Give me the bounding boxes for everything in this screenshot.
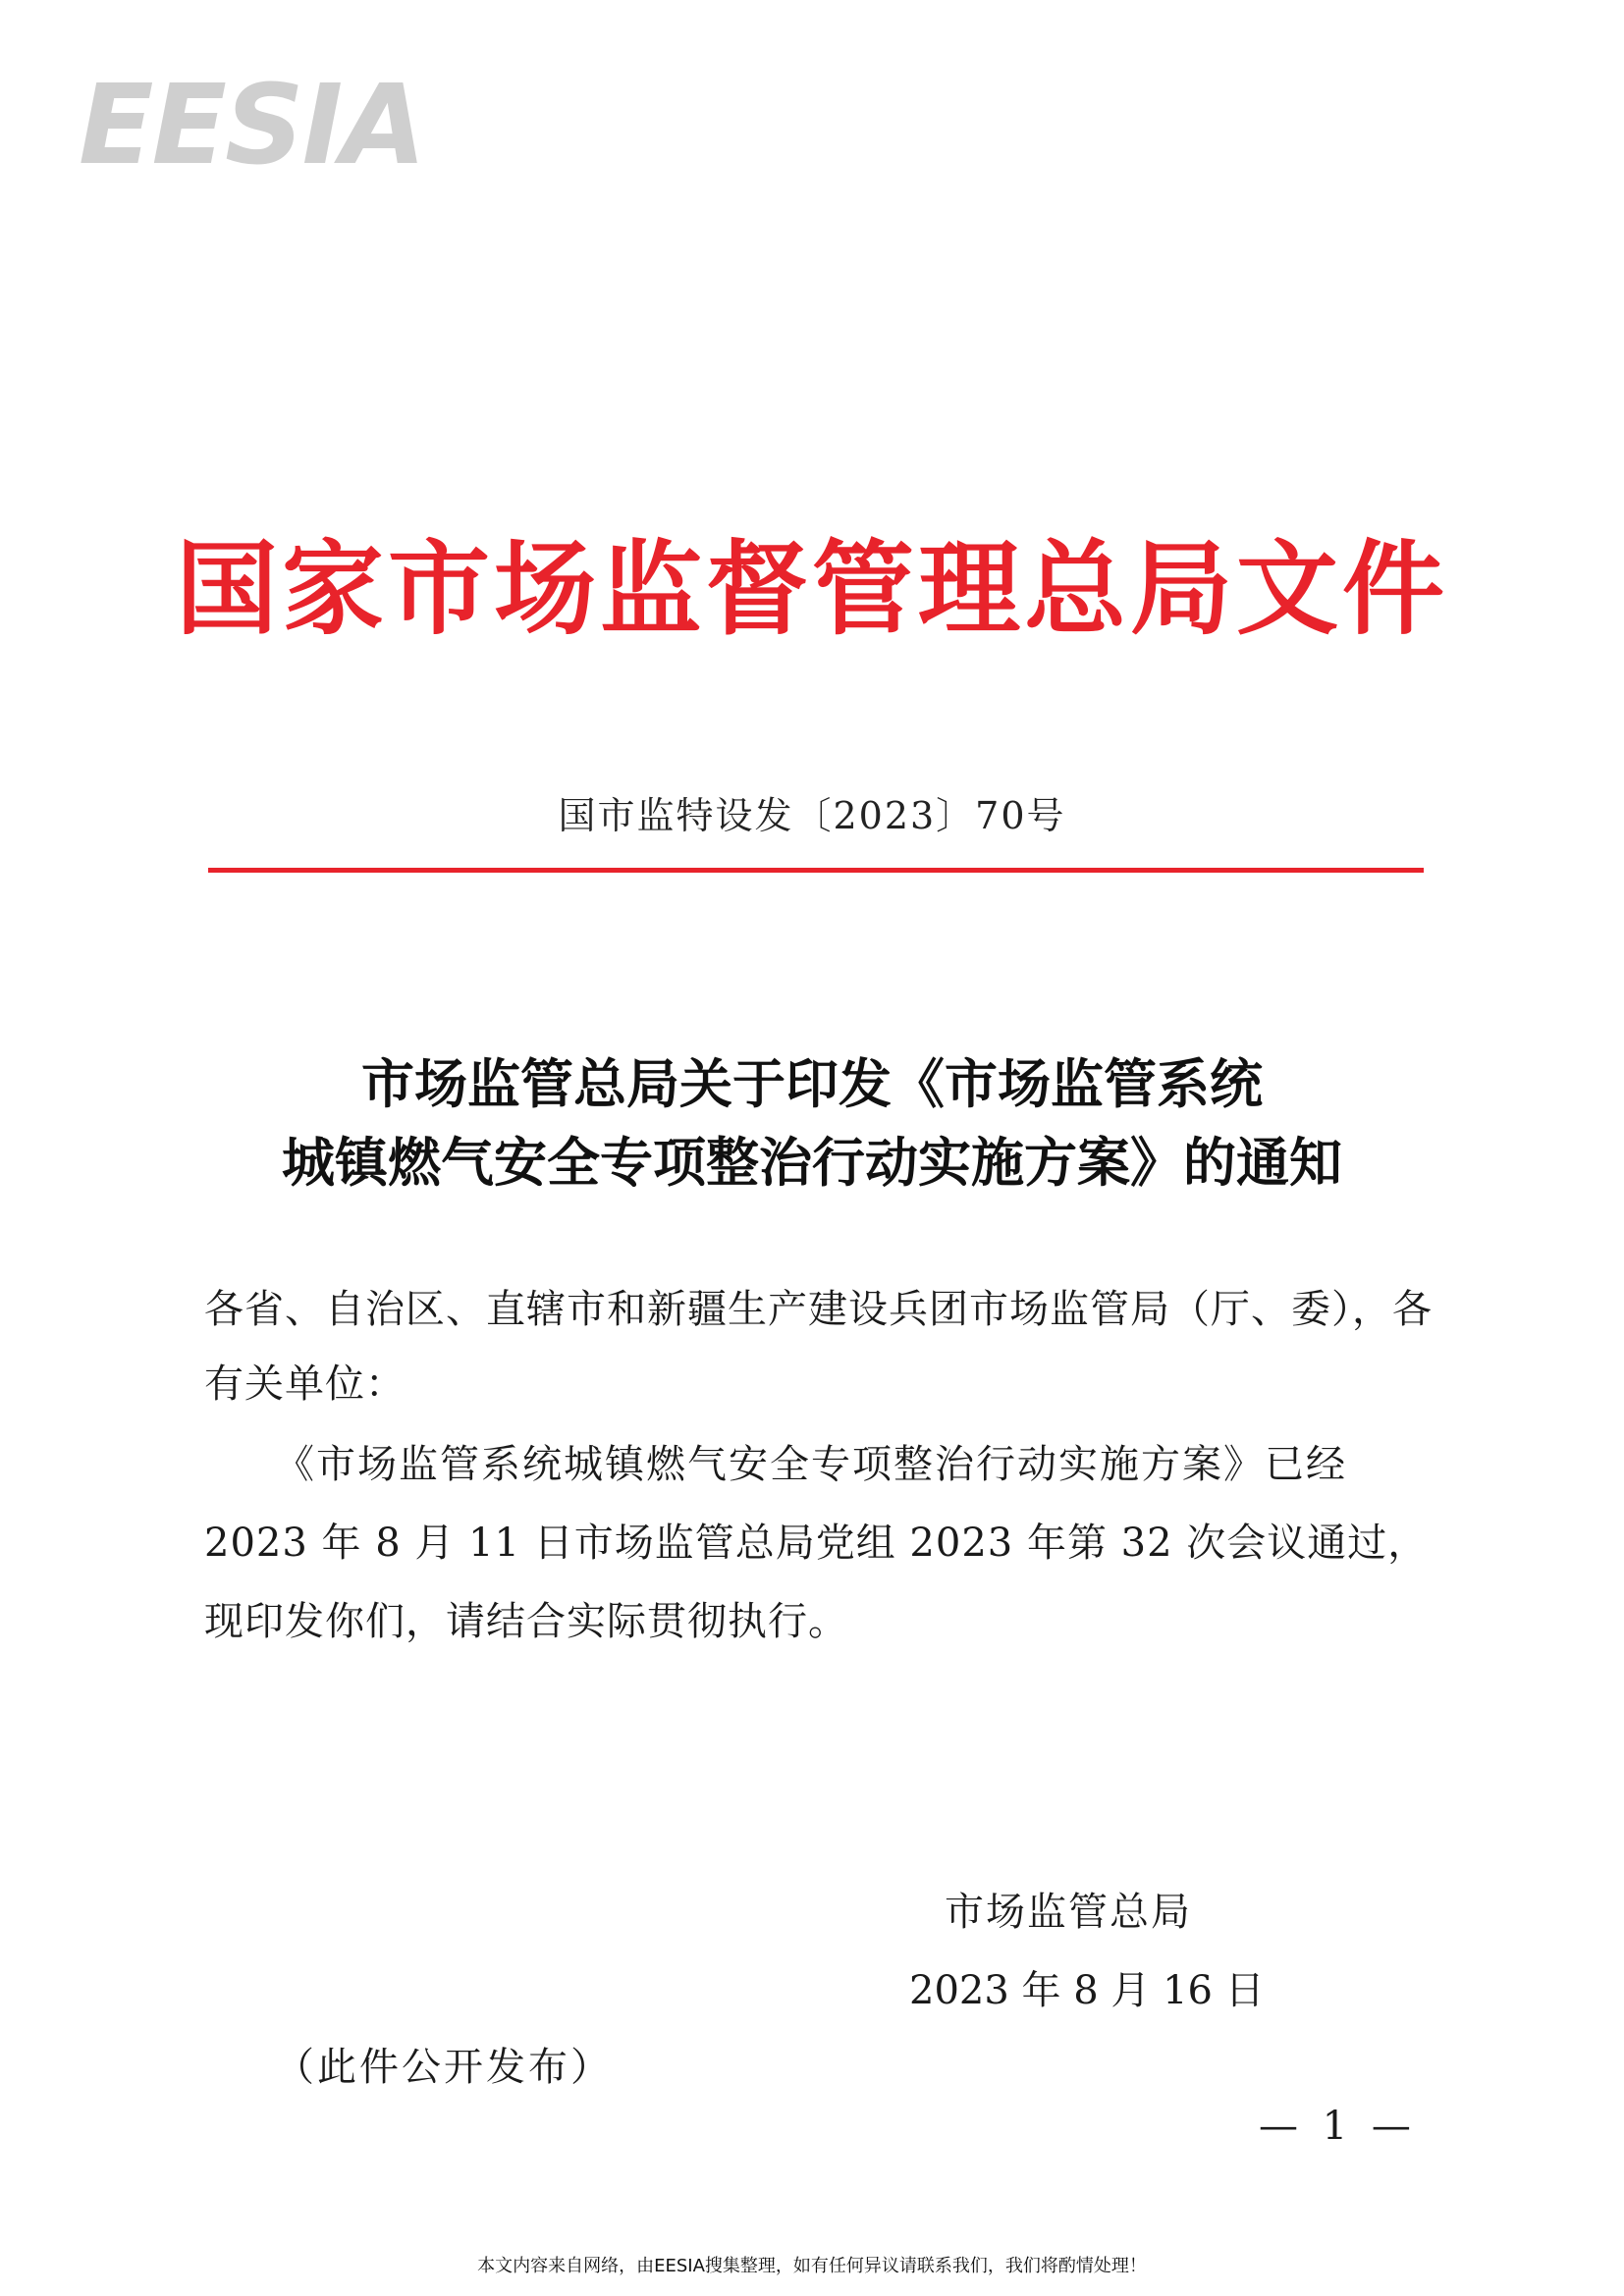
masthead-title: 国家市场监督管理总局文件 (175, 528, 1448, 649)
document-number: 国市监特设发〔2023〕70号 (558, 794, 1066, 837)
notice-title-line-2: 城镇燃气安全专项整治行动实施方案》的通知 (282, 1131, 1342, 1194)
addressee-block (204, 1272, 1433, 1421)
addressee-line-2: 有关单位： (204, 1362, 406, 1407)
signature-organization: 市场监管总局 (945, 1890, 1192, 1935)
page-number: — 1 — (1259, 2104, 1417, 2149)
body-paragraph (204, 1425, 1429, 1661)
red-divider-rule (208, 868, 1424, 873)
eesia-watermark-logo: EESIA (79, 62, 425, 189)
notice-title (0, 1044, 1624, 1201)
publish-note: （此件公开发布） (275, 2045, 613, 2090)
addressee-line-1: 各省、自治区、直辖市和新疆生产建设兵团市场监管局（厅、委），各 (204, 1287, 1433, 1332)
footer-disclaimer: 本文内容来自网络，由EESIA搜集整理，如有任何异议请联系我们，我们将酌情处理！ (477, 2256, 1147, 2276)
signature-date: 2023 年 8 月 16 日 (909, 1968, 1265, 2013)
body-line-1: 《市场监管系统城镇燃气安全专项整治行动实施方案》已经 (275, 1442, 1347, 1487)
body-line-2: 2023 年 8 月 11 日市场监管总局党组 2023 年第 32 次会议通过， (204, 1521, 1429, 1566)
body-line-3: 现印发你们，请结合实际贯彻执行。 (204, 1599, 848, 1644)
notice-title-line-1: 市场监管总局关于印发《市场监管系统 (361, 1052, 1263, 1115)
